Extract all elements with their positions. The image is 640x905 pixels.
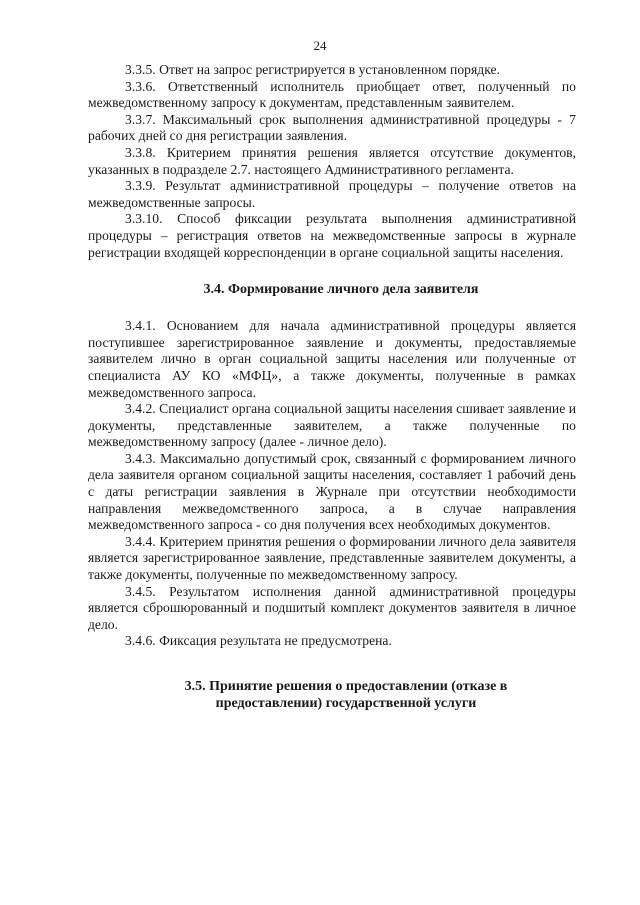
- paragraph-3-4-2: 3.4.2. Специалист органа социальной защиты населения сшивает заявление и документы, представленные заявителем, а также полученные по межведомственному запросу (далее - личное дело).: [88, 401, 576, 450]
- paragraph-3-3-9: 3.3.9. Результат административной процедуры – получение ответов на межведомственные запросы.: [88, 178, 576, 210]
- section-3-5-heading: [88, 678, 576, 712]
- page-number: 24: [313, 38, 327, 53]
- paragraph-3-3-8: 3.3.8. Критерием принятия решения является отсутствие документов, указанных в подразделе 2.7. настоящего Административного регламента.: [88, 144, 576, 177]
- document-body: [88, 62, 576, 712]
- paragraph-3-4-5: 3.4.5. Результатом исполнения данной административной процедуры является сброшюрованный и подшитый комплект документов заявителя в личное дело.: [88, 583, 576, 632]
- paragraph-3-3-6: 3.3.6. Ответственный исполнитель приобщает ответ, полученный по межведомственному запросу к документам, представленным заявителем.: [88, 78, 576, 111]
- paragraph-3-3-10: 3.3.10. Способ фиксации результата выполнения административной процедуры – регистрация ответов на межведомственные запросы в журнале регистрации входящей корреспонденции в органе социальной защиты населения.: [88, 211, 576, 260]
- paragraph-3-3-5: 3.3.5. Ответ на запрос регистрируется в установленном порядке.: [125, 62, 500, 77]
- paragraph-3-4-4: 3.4.4. Критерием принятия решения о формировании личного дела заявителя является зарегистрированное заявление, представленные заявителем документы, а также документы, полученные по межведомственному запросу.: [88, 533, 576, 583]
- section-3-4-heading: 3.4. Формирование личного дела заявителя: [203, 282, 479, 298]
- paragraph-3-4-6: 3.4.6. Фиксация результата не предусмотрена.: [125, 633, 392, 649]
- paragraph-3-4-3: 3.4.3. Максимально допустимый срок, связанный с формированием личного дела заявителя органом социальной защиты населения, составляет 1 рабочий день с даты регистрации заявления в Журнале при отсутствии необходимости направления межведомственного запроса, а в случае направления межведомственного запроса - со дня получения всех необходимых документов.: [88, 450, 576, 533]
- paragraph-3-4-1: 3.4.1. Основанием для начала административной процедуры является поступившее зарегистрированное заявление и документы, предоставляемые заявителем лично в орган социальной защиты населения или полученные от специалиста АУ КО «МФЦ», а также документы, полученные в рамках межведомственного запроса.: [88, 318, 576, 400]
- paragraph-3-3-7: 3.3.7. Максимальный срок выполнения административной процедуры - 7 рабочих дней со дня регистрации заявления.: [88, 111, 576, 144]
- section-3-5-heading-line-1: 3.5. Принятие решения о предоставлении (отказе в: [184, 679, 508, 694]
- section-3-5-heading-line-2: предоставлении) государственной услуги: [215, 696, 477, 711]
